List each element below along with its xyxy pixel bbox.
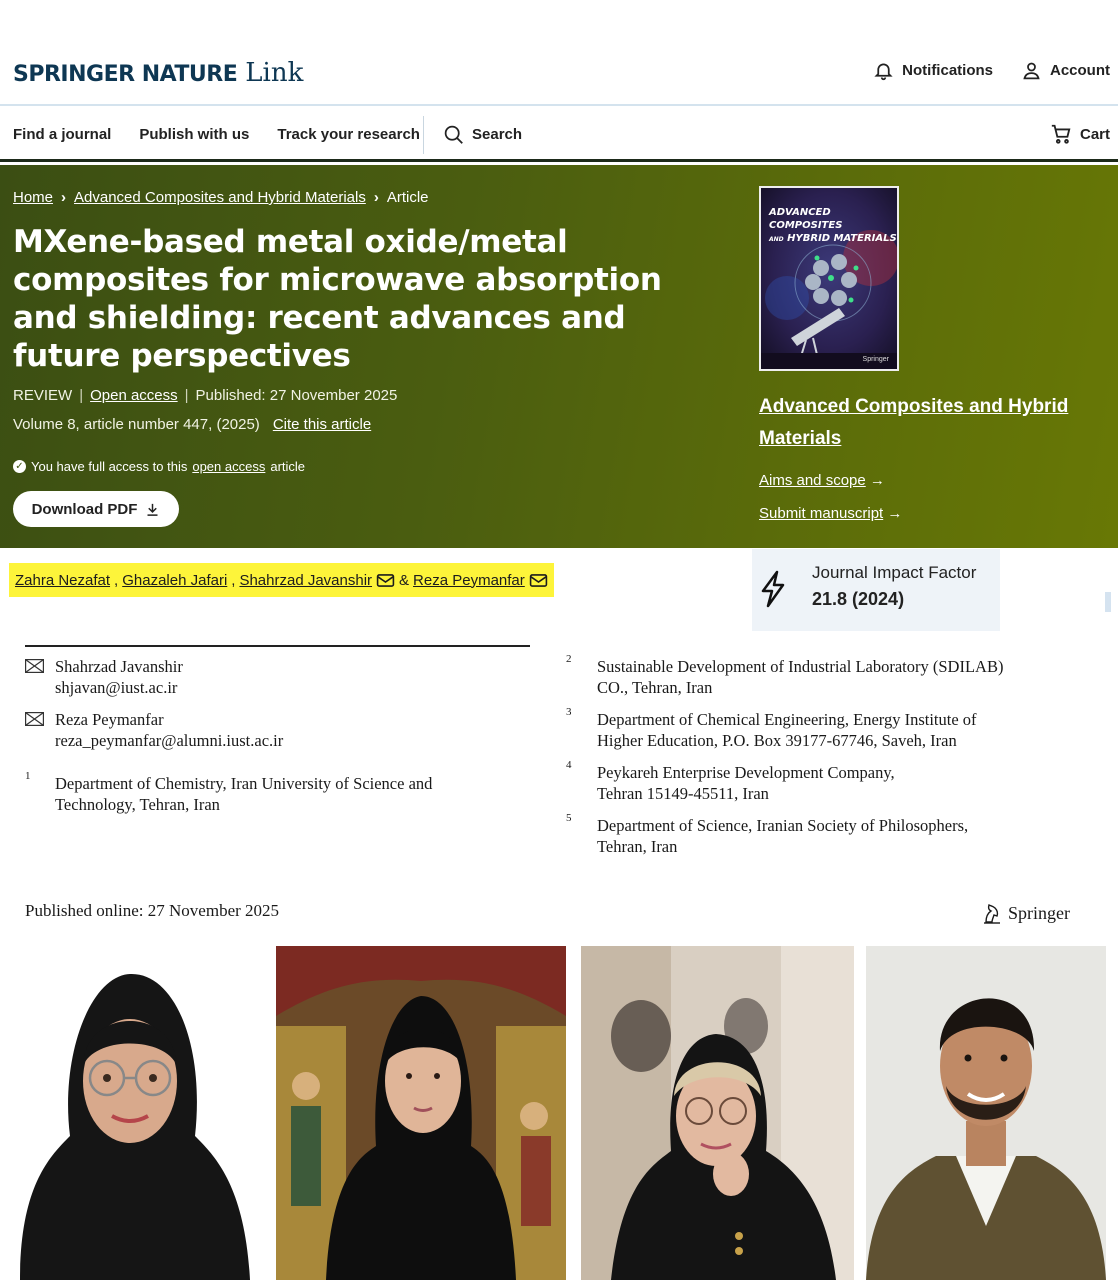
cover-title-and: AND (769, 236, 784, 243)
corresponding-author-2-email[interactable]: reza_peymanfar@alumni.iust.ac.ir (55, 731, 284, 750)
access-open-access-link[interactable]: open access (192, 459, 266, 474)
corresponding-author-1-name: Shahrzad Javanshir (55, 657, 183, 676)
author-link[interactable]: Zahra Nezafat (15, 571, 111, 589)
mail-icon[interactable] (529, 573, 548, 588)
user-icon (1021, 60, 1042, 81)
journal-name-link[interactable]: Advanced Composites and Hybrid Materials (759, 396, 1069, 449)
site-header (0, 0, 1118, 106)
article-hero (0, 165, 1118, 548)
nav-track-research[interactable]: Track your research (277, 125, 420, 143)
author-list (9, 563, 554, 597)
affiliation-1-line-1: Department of Chemistry, Iran University of Science and (55, 774, 433, 793)
affiliation-5-line-2: Tehran, Iran (597, 837, 678, 856)
affiliation-1-number: 1 (25, 770, 31, 782)
volume-info: Volume 8, article number 447, (2025) (13, 416, 260, 433)
open-access-link[interactable]: Open access (90, 387, 178, 404)
download-icon (145, 502, 160, 517)
springer-nature-link-logo[interactable] (13, 58, 303, 88)
article-title: MXene-based metal oxide/metal composites for microwave absorption and shielding: recent advances and future perspectives (13, 224, 662, 374)
nav-publish-with-us[interactable]: Publish with us (139, 125, 250, 143)
envelope-icon (25, 659, 44, 673)
affiliation-2-line-1: Sustainable Development of Industrial Laboratory (SDILAB) (597, 657, 1004, 676)
springer-publisher-label: Springer (1008, 902, 1070, 923)
author-link[interactable]: Ghazaleh Jafari (122, 571, 228, 589)
journal-cover[interactable] (759, 186, 899, 371)
breadcrumb-journal[interactable]: Advanced Composites and Hybrid Materials (74, 189, 366, 206)
nav-links (13, 106, 420, 162)
article-type: REVIEW (13, 387, 73, 404)
author-photo (0, 946, 262, 1280)
chevron-right-icon: › (373, 189, 379, 206)
affiliation-2-number: 2 (566, 653, 572, 665)
article-meta-line-1 (13, 387, 397, 404)
author-photo (581, 946, 854, 1280)
impact-factor-panel (752, 549, 1000, 631)
affiliation-4-line-2: Tehran 15149-45511, Iran (597, 784, 769, 803)
author-photo (276, 946, 566, 1280)
affiliation-3-line-2: Higher Education, P.O. Box 39177-67746, Saveh, Iran (597, 731, 957, 750)
published-date: Published: 27 November 2025 (195, 387, 398, 404)
author-link[interactable]: Reza Peymanfar (413, 571, 525, 589)
check-circle-icon: ✓ (13, 460, 26, 473)
access-suffix: article (270, 459, 306, 474)
author-ampersand: & (399, 571, 410, 589)
arrow-right-icon: → (887, 505, 903, 522)
submit-manuscript-label: Submit manuscript (759, 505, 884, 522)
search-button[interactable] (443, 106, 522, 162)
cover-title (769, 206, 897, 246)
header-actions (873, 60, 1110, 81)
footnote-rule (25, 645, 530, 647)
affiliation-3-number: 3 (566, 706, 572, 718)
affiliation-5-line-1: Department of Science, Iranian Society of Philosophers, (597, 816, 969, 835)
cover-publisher: Springer (862, 356, 889, 363)
account-label: Account (1050, 62, 1110, 79)
breadcrumb-home[interactable]: Home (13, 189, 54, 206)
notifications-button[interactable] (873, 60, 993, 81)
cart-button[interactable] (1050, 106, 1110, 162)
impact-factor-label: Journal Impact Factor (812, 563, 977, 582)
breadcrumb (13, 189, 429, 206)
submit-manuscript-link[interactable] (759, 505, 902, 522)
search-label: Search (472, 125, 523, 143)
author-photo (866, 946, 1106, 1280)
download-pdf-label: Download PDF (31, 500, 138, 518)
cart-icon (1050, 123, 1072, 145)
logo-brand-text: SPRINGER NATURE (13, 62, 238, 87)
main-nav (0, 106, 1118, 162)
affiliation-4-line-1: Peykareh Enterprise Development Company, (597, 763, 895, 782)
corresponding-author-1-email[interactable]: shjavan@iust.ac.ir (55, 678, 178, 697)
access-notice (13, 459, 305, 474)
affiliation-5-number: 5 (566, 812, 572, 824)
bell-icon (873, 60, 894, 81)
springer-publisher-mark (982, 902, 1070, 924)
aims-and-scope-link[interactable] (759, 472, 885, 489)
affiliation-4 (597, 762, 895, 804)
author-comma: , (231, 571, 236, 589)
search-icon (443, 124, 464, 145)
corresponding-author-2-name: Reza Peymanfar (55, 710, 164, 729)
arrow-right-icon: → (869, 472, 885, 489)
lightning-bolt-icon (758, 570, 788, 608)
envelope-icon (25, 712, 44, 726)
corresponding-author-1 (55, 656, 183, 698)
affiliation-3-line-1: Department of Chemical Engineering, Energy Institute of (597, 710, 977, 729)
cover-title-line-1: ADVANCED COMPOSITES (769, 207, 843, 231)
meta-separator: | (184, 387, 189, 404)
corresponding-author-2 (55, 709, 283, 751)
meta-separator: | (79, 387, 84, 404)
access-prefix: You have full access to this (31, 459, 188, 474)
published-online: Published online: 27 November 2025 (25, 901, 280, 920)
author-comma: , (114, 571, 119, 589)
article-meta-line-2 (13, 416, 371, 433)
logo-link-text: Link (245, 58, 304, 88)
breadcrumb-current: Article (386, 189, 429, 206)
mail-icon[interactable] (376, 573, 395, 588)
aims-and-scope-label: Aims and scope (759, 472, 866, 489)
author-link[interactable]: Shahrzad Javanshir (239, 571, 373, 589)
affiliation-3 (597, 709, 977, 751)
account-button[interactable] (1021, 60, 1110, 81)
chevron-right-icon: › (61, 189, 67, 206)
nav-find-journal[interactable]: Find a journal (13, 125, 112, 143)
cart-label: Cart (1079, 125, 1110, 143)
download-pdf-button[interactable] (13, 491, 179, 527)
affiliation-1-line-2: Technology, Tehran, Iran (55, 795, 220, 814)
impact-factor-value: 21.8 (2024) (812, 589, 905, 609)
affiliation-5 (597, 815, 968, 857)
scroll-edge-marker (1105, 592, 1111, 612)
affiliation-2 (597, 656, 1003, 698)
affiliation-2-line-2: CO., Tehran, Iran (597, 678, 713, 697)
cite-article-link[interactable]: Cite this article (272, 416, 372, 433)
cover-title-line-2: HYBRID MATERIALS (787, 233, 897, 244)
nav-divider (423, 116, 424, 154)
springer-horse-icon (982, 902, 1002, 924)
affiliation-1 (55, 773, 432, 815)
notifications-label: Notifications (902, 62, 993, 79)
affiliation-4-number: 4 (566, 759, 572, 771)
